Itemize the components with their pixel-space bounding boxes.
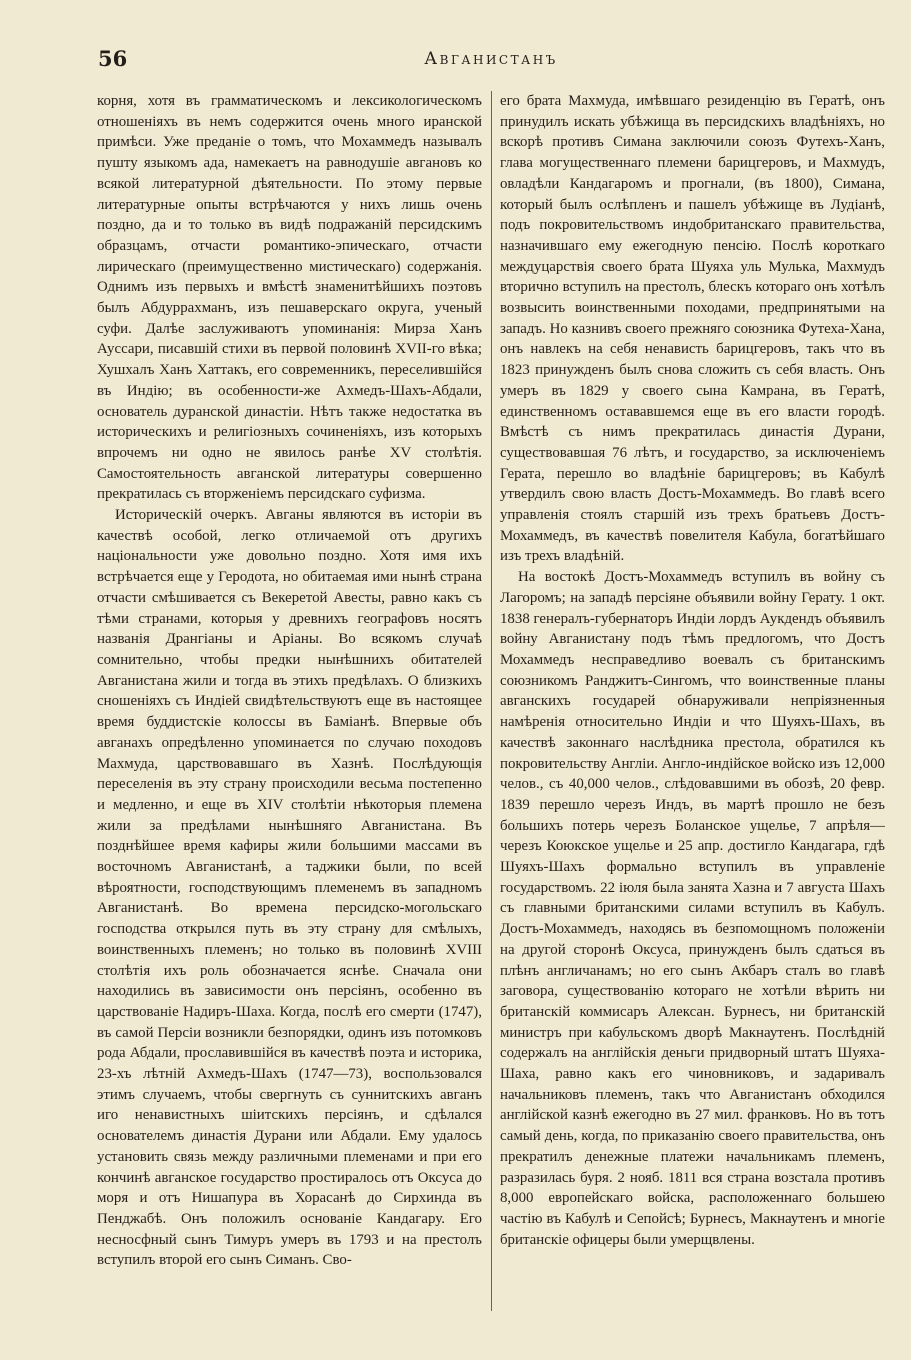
text-columns — [97, 91, 885, 1331]
page-header — [97, 46, 885, 86]
paragraph: его брата Махмуда, имѣвшаго резиденцію въ Гератѣ, онъ принудилъ искать убѣжища въ персидскихъ владѣніяхъ, но вскорѣ противъ Симана заключили союзъ Футехъ-Ханъ, глава могущественнаго племени барицгеровъ, и Махмудъ, овладѣли Кандагаромъ и прогнали, (въ 1800), Симана, который былъ ослѣпленъ и пашелъ убѣжище въ Лудіанѣ, подъ покровительствомъ индобританскаго правительства, назначившаго ему ежегодную пенсію. Послѣ короткаго междуцарствія своего брата Шуяха уль Мулька, Махмудъ вторично вступилъ на престолъ, блескъ котораго онъ хотѣлъ возвысить воинственными походами, предпринятыми на западъ. Но казнивъ своего прежняго союзника Футеха-Хана, онъ навлекъ на себя ненависть барицгеровъ, такъ что въ 1823 принужденъ былъ снова сложить съ себя власть. Онъ умеръ въ 1829 у своего сына Камрана, въ Гератѣ, единственномъ остававшемся еще въ его власти городѣ. Вмѣстѣ съ нимъ прекратилась династія Дурани, существовавшая 76 лѣтъ, и государство, за исключеніемъ Герата, перешло во владѣніе барицгеровъ; въ Кабулѣ утвердилъ свою власть Достъ-Мохаммедъ. Во главѣ всего управленія стоялъ старшій изъ трехъ братьевъ Достъ-Мохаммедъ, въ качествѣ повелителя Кабула, богатѣйшаго изъ трехъ владѣній. — [499, 93, 885, 565]
paragraph: Историческій очеркъ. Авганы являются въ исторіи въ качествѣ особой, легко отличаемой отъ другихъ національности уже довольно поздно. Хотя имя ихъ встрѣчается еще у Геродота, но обитаемая ими нынѣ страна отчасти смѣшивается съ Векеретой Авесты, равно какъ съ тѣми странами, которыя у древнихъ географовъ носятъ названія Дрангіаны и Аріаны. Во всякомъ случаѣ сомнительно, чтобы предки нынѣшнихъ обитателей Авганистана жили и тогда въ этихъ предѣлахъ. О близкихъ сношеніяхъ съ Индіей свидѣтельствуютъ еще въ настоящее время буддистскіе колоссы въ Баміанѣ. Впервые объ авганахъ опредѣленно упоминается по случаю походовъ Махмуда, царствовавшаго въ Хазнѣ. Послѣдующія переселенія въ эту страну происходили весьма постепенно и медленно, и еще въ XIV столѣтіи нѣкоторыя племена жили за предѣлами нынѣшняго Авганистана. Въ позднѣйшее время кафиры жили большими массами въ восточномъ Авганистанѣ, а таджики были, по всей вѣроятности, господствующимъ племенемъ въ западномъ Авганистанѣ. Во времена персидско-могольскаго господства открылся путь въ эту страну для смѣлыхъ, воинственныхъ племенъ; но только въ половинѣ XVIII столѣтія ихъ роль обозначается яснѣе. Сначала они находились въ зависимости онъ персіянъ, особенно въ царствованіе Надиръ-Шаха. Когда, послѣ его смерти (1747), въ самой Персіи возникли безпорядки, одинъ изъ потомковъ рода Абдали, прославившійся въ качествѣ поэта и историка, 23-хъ лѣтній Ахмедъ-Шахъ (1747—73), воспользовался этимъ случаемъ, чтобы свергнуть съ суннитскихъ авганъ иго ненавистныхъ шіитскихъ персіянъ, и сдѣлался основателемъ династія Дурани или Абдали. Ему удалось установить связь между различными племенами и при его кончинѣ авганское государство простиралось отъ Оксуса до моря и отъ Нишапура въ Хорасанѣ до Сирхинда въ Пенджабѣ. Онъ положилъ основаніе Кандагару. Его несносфный сынъ Тимуръ умеръ въ 1793 и на престолъ вступилъ второй его сынъ Симанъ. Сво- — [97, 507, 482, 1269]
paragraph: На востокѣ Достъ-Мохаммедъ вступилъ въ войну съ Лагоромъ; на западѣ персіяне объявили войну Герату. 1 окт. 1838 генералъ-губернаторъ Индіи лордъ Аукдендъ объявилъ войну Авганистану подъ тѣмъ предлогомъ, что Достъ Мохаммедъ несправедливо воевалъ съ британскимъ союзникомъ Ранджитъ-Сингомъ, что воинственные планы авганскихъ государей обнаруживали непріязненныя намѣренія относительно Индіи и что Шуяхъ-Шахъ, въ качествѣ законнаго наслѣдника престола, обратился къ покровительству Англіи. Англо-индійское войско изъ 12,000 челов., съ 40,000 челов., слѣдовавшими въ обозѣ, 20 февр. 1839 перешло черезъ Индъ, въ мартѣ прошло не безъ большихъ потерь черезъ Боланское ущелье, 7 апрѣля—черезъ Коюкское ущелье и 25 апр. достигло Кандагара, гдѣ Шуяхъ-Шахъ формально вступилъ въ управленіе государствомъ. 22 іюля была занята Хазна и 7 августа Шахъ съ главными британскими силами вступилъ въ Кабулъ. Достъ-Мохаммедъ, находясь въ безпомощномъ положеніи на другой сторонѣ Оксуса, принужденъ былъ сдаться въ плѣнъ англичанамъ; но его сынъ Акбаръ сталъ во главѣ заговора, существованію котораго не хотѣли вѣрить ни британскій коммисаръ Алексан. Бурнесъ, ни британскій министръ при кабульскомъ дворѣ Макнаутенъ. Послѣдній содержалъ на англійскія деньги придворный штатъ Шуяха-Шаха, равно какъ его чиновниковъ, и задаривалъ начальниковъ племенъ, такъ что Авганистанъ обходился англійской казнѣ ежегодно въ 27 мил. франковъ. Но въ тотъ самый день, когда, по приказанію своего правительства, онъ прекратилъ денежные платежи начальникамъ племенъ, разразилась буря. 2 нояб. 1811 вся страна возстала противъ 8,000 европейскаго войска, расположеннаго большею частію въ Кабулѣ и Сепойсѣ; Бурнесъ, Макнаутенъ и многіе британскіе офицеры были умерщвлены. — [499, 569, 885, 1248]
right-column — [500, 91, 885, 1331]
left-column — [97, 91, 482, 1331]
column-divider — [491, 91, 492, 1311]
paragraph: корня, хотя въ грамматическомъ и лексикологическомъ отношеніяхъ въ немъ содержится очень много иранской примѣси. Уже преданіе о томъ, что Мохаммедъ называлъ пушту языкомъ ада, намекаетъ на равнодушіе авгановъ ко всякой литературной дѣятельности. По этому первые литературные опыты встрѣчаются у нихъ лишь очень поздно, да и то только въ видѣ подражаній персидскимъ образцамъ, отчасти романтико-эпическаго, отчасти лирическаго (преимущественно мистическаго) содержанія. Однимъ изъ первыхъ и вмѣстѣ знаменитѣйшихъ поэтовъ былъ Абдуррахманъ, изъ пешаверскаго округа, ученый суфи. Далѣе заслуживаютъ упоминанія: Мирза Ханъ Ауссари, писавшій стихи въ первой половинѣ XVII-го вѣка; Хушхалъ Ханъ Хаттакъ, его современникъ, переселившійся въ Индію; въ особенности-же Ахмедъ-Шахъ-Абдали, основатель дуранской династіи. Нѣтъ также недостатка въ историческихъ и религіозныхъ сочиненіяхъ, изъ которыхъ впрочемъ ни одно не явилось ранѣе XV столѣтія. Самостоятельность авганской литературы совершенно прекратилась съ вторженіемъ персидскаго суфизма. — [97, 93, 482, 503]
page-number: 56 — [98, 46, 128, 71]
running-title: Авганистанъ — [424, 49, 558, 69]
